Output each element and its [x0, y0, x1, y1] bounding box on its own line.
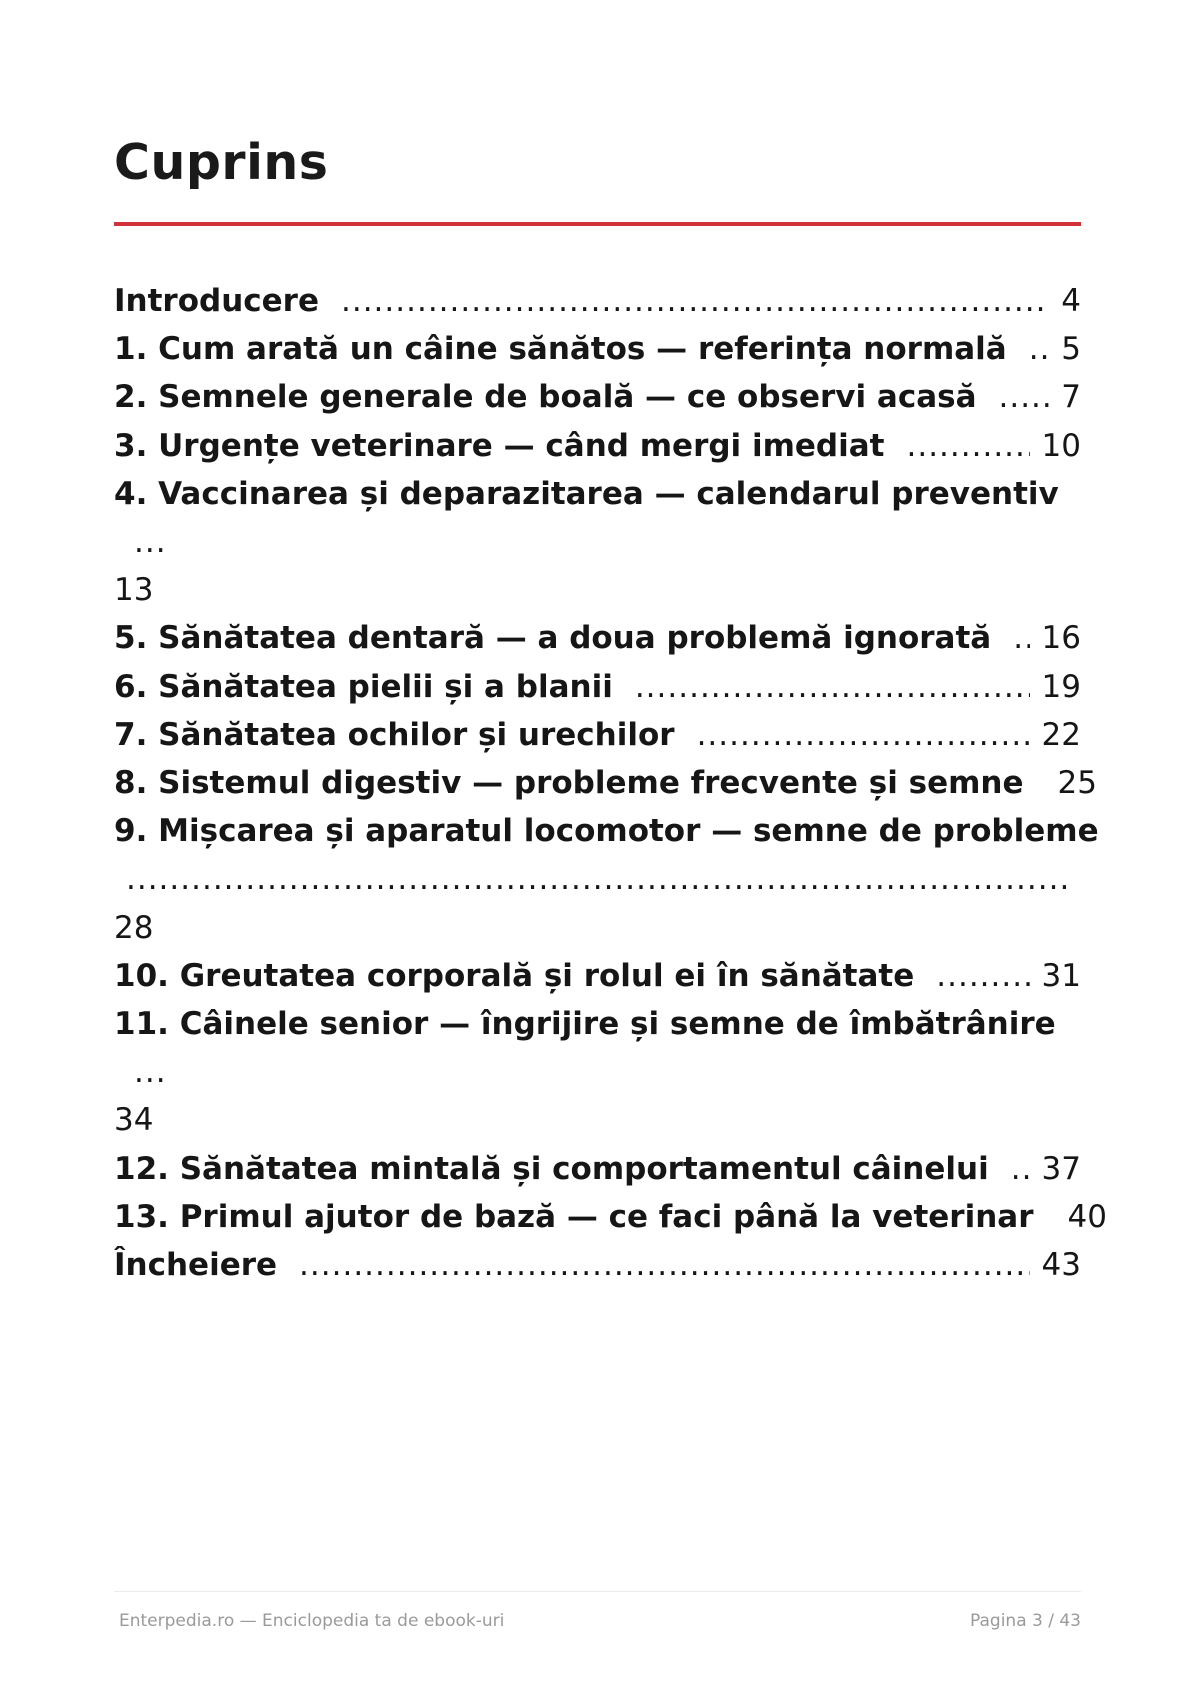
dot-leader — [697, 711, 1030, 759]
toc-entry-3[interactable] — [114, 422, 1081, 470]
toc-entry-9[interactable] — [114, 807, 1099, 952]
toc-page-number: 25 — [1057, 765, 1097, 802]
title-divider — [114, 222, 1081, 226]
toc-page-number: 10 — [1041, 427, 1081, 464]
dot-leader — [906, 422, 1029, 470]
toc-entry-title: 8. Sistemul digestiv — probleme frecvente și semne — [114, 765, 1024, 802]
dot-leader — [341, 277, 1049, 325]
toc-entry-title: Încheiere — [114, 1247, 278, 1284]
toc-entry-title: 3. Urgențe veterinare — când mergi imediat — [114, 427, 885, 464]
toc-page-number: 19 — [1041, 668, 1081, 705]
toc-entry-title: 2. Semnele generale de boală — ce observi acasă — [114, 379, 977, 416]
dot-leader — [1013, 614, 1029, 662]
toc-page-number: 16 — [1041, 620, 1081, 657]
page-title: Cuprins — [114, 134, 329, 191]
toc-entry-title: Introducere — [114, 283, 319, 319]
toc-page-number: 4 — [1061, 283, 1081, 319]
dot-leader — [299, 1241, 1030, 1289]
footer-divider — [114, 1591, 1081, 1592]
toc-page-number: 34 — [114, 1102, 154, 1139]
toc-entry-12[interactable] — [114, 1145, 1081, 1193]
toc-entry-7[interactable] — [114, 711, 1081, 759]
toc-entry-title: 11. Câinele senior — îngrijire și semne de îmbătrânire — [114, 1006, 1056, 1043]
toc-page-number: 7 — [1061, 379, 1081, 416]
toc-entry-title: 5. Sănătatea dentară — a doua problemă ignorată — [114, 620, 992, 657]
toc-page-number: 22 — [1041, 716, 1081, 753]
toc-page-number: 31 — [1041, 957, 1081, 994]
toc-page-number: 28 — [114, 909, 154, 946]
toc-entry-introducere[interactable] — [114, 277, 1081, 325]
toc-entry-6[interactable] — [114, 663, 1081, 711]
toc-entry-title: 4. Vaccinarea și deparazitarea — calendarul preventiv — [114, 475, 1059, 512]
toc-entry-11[interactable] — [114, 1000, 1081, 1145]
toc-entry-title: 13. Primul ajutor de bază — ce faci până la veterinar — [114, 1198, 1034, 1235]
toc-entry-title: 9. Mișcarea și aparatul locomotor — semne de probleme — [114, 813, 1099, 850]
toc-entry-13[interactable] — [114, 1193, 1107, 1241]
toc-entry-2[interactable] — [114, 373, 1081, 421]
toc-entry-8[interactable] — [114, 759, 1097, 807]
footer-page-indicator: Pagina 3 / 43 — [970, 1611, 1081, 1631]
dot-leader — [936, 952, 1029, 1000]
dot-leader — [126, 855, 1069, 903]
dot-leader — [1029, 325, 1050, 373]
toc-entry-title: 10. Greutatea corporală și rolul ei în sănătate — [114, 957, 915, 994]
toc-entry-5[interactable] — [114, 614, 1081, 662]
dot-leader — [134, 518, 164, 566]
footer-site-name: Enterpedia.ro — Enciclopedia ta de ebook-uri — [119, 1611, 505, 1631]
toc-entry-title: 12. Sănătatea mintală și comportamentul câinelui — [114, 1150, 989, 1187]
toc-entry-incheiere[interactable] — [114, 1241, 1081, 1289]
toc-entry-title: 7. Sănătatea ochilor și urechilor — [114, 716, 675, 753]
toc-entry-title: 6. Sănătatea pielii și a blanii — [114, 668, 613, 705]
toc-page-number: 13 — [114, 572, 154, 609]
toc-page-number: 40 — [1067, 1198, 1107, 1235]
dot-leader — [999, 373, 1050, 421]
table-of-contents — [114, 277, 1107, 1289]
toc-entry-1[interactable] — [114, 325, 1081, 373]
toc-page-number: 43 — [1041, 1247, 1081, 1284]
toc-entry-title: 1. Cum arată un câine sănătos — referința normală — [114, 331, 1007, 368]
dot-leader — [635, 663, 1030, 711]
dot-leader — [1011, 1145, 1030, 1193]
toc-entry-4[interactable] — [114, 470, 1081, 615]
toc-entry-10[interactable] — [114, 952, 1081, 1000]
toc-page-number: 37 — [1041, 1150, 1081, 1187]
toc-page-number: 5 — [1061, 331, 1081, 368]
dot-leader — [134, 1048, 164, 1096]
